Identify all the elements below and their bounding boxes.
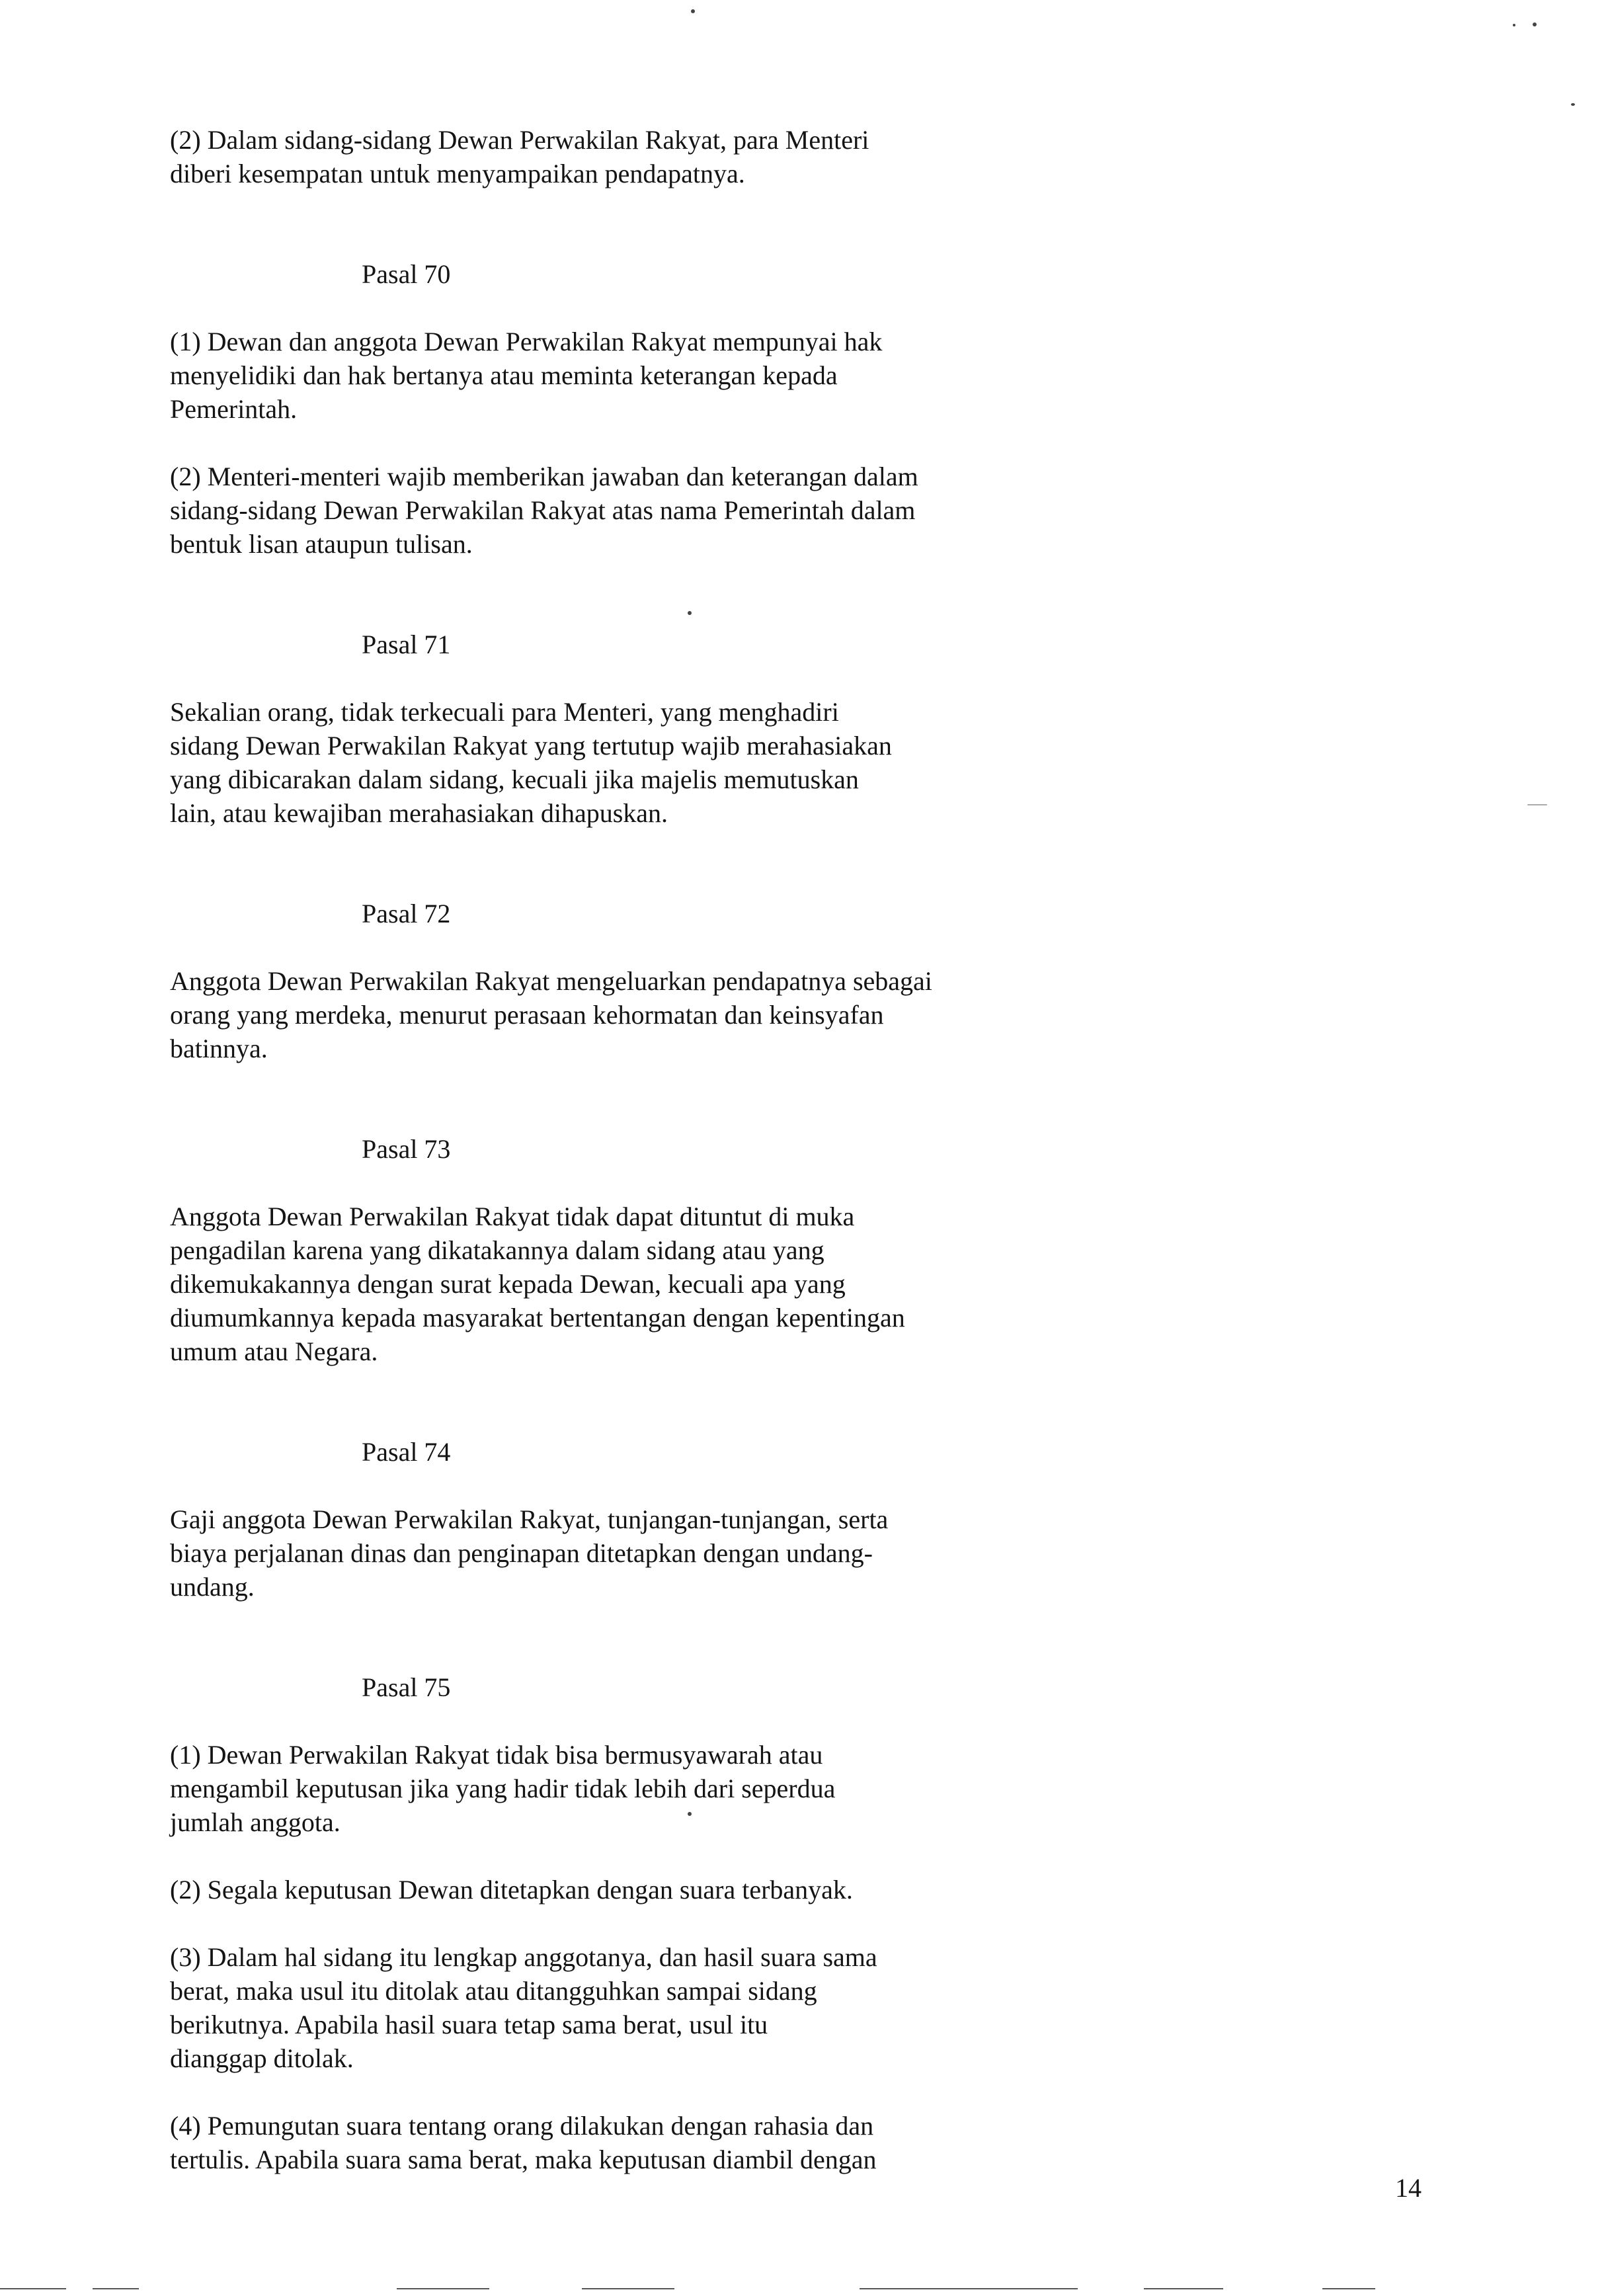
scan-speck [1527, 804, 1547, 805]
paragraph-pasal-75-ayat-1: (1) Dewan Perwakilan Rakyat tidak bisa bermusyawarah atau mengambil keputusan jika yang hadir tidak lebih dari seperdua jumlah anggota. [170, 1740, 836, 1837]
footer-rule [582, 2288, 674, 2289]
paragraph-pasal-75-ayat-2: (2) Segala keputusan Dewan ditetapkan dengan suara terbanyak. [170, 1875, 853, 1905]
page-number: 14 [1395, 2173, 1422, 2203]
scan-speck [688, 611, 692, 615]
paragraph-pasal-75-ayat-4: (4) Pemungutan suara tentang orang dilakukan dengan rahasia dan tertulis. Apabila suara sama berat, maka keputusan diambil dengan [170, 2111, 877, 2174]
heading-pasal-74: Pasal 74 [362, 1437, 451, 1467]
document-body [170, 123, 977, 2176]
footer-rule [860, 2288, 1078, 2289]
footer-rule [93, 2288, 139, 2289]
footer-rule [1144, 2288, 1223, 2289]
scan-speck [688, 1812, 692, 1816]
footer-rule [0, 2288, 66, 2289]
footer-rule [397, 2288, 489, 2289]
paragraph-pasal-72: Anggota Dewan Perwakilan Rakyat mengeluarkan pendapatnya sebagai orang yang merdeka, menurut perasaan kehormatan dan keinsyafan batinnya. [170, 966, 932, 1063]
scan-speck [1513, 24, 1515, 26]
footer-rule [1322, 2288, 1375, 2289]
heading-pasal-71: Pasal 71 [362, 630, 451, 659]
heading-pasal-72: Pasal 72 [362, 899, 451, 928]
heading-pasal-75: Pasal 75 [362, 1672, 451, 1702]
paragraph-pasal-75-ayat-3: (3) Dalam hal sidang itu lengkap anggotanya, dan hasil suara sama berat, maka usul itu ditolak atau ditangguhkan sampai sidang berikutnya. Apabila hasil suara tetap sama berat, usul itu dianggap ditolak. [170, 1942, 877, 2073]
heading-pasal-70: Pasal 70 [362, 259, 451, 289]
paragraph-pasal-70-ayat-2: (2) Menteri-menteri wajib memberikan jawaban dan keterangan dalam sidang-sidang Dewan Perwakilan Rakyat atas nama Pemerintah dalam bentuk lisan ataupun tulisan. [170, 462, 918, 559]
paragraph-pasal-70-ayat-1: (1) Dewan dan anggota Dewan Perwakilan Rakyat mempunyai hak menyelidiki dan hak bertanya atau meminta keterangan kepada Pemerintah. [170, 327, 883, 424]
paragraph-pasal-69-ayat-2: (2) Dalam sidang-sidang Dewan Perwakilan Rakyat, para Menteri diberi kesempatan untuk menyampaikan pendapatnya. [170, 125, 869, 188]
heading-pasal-73: Pasal 73 [362, 1134, 451, 1164]
scan-speck [1571, 103, 1575, 106]
paragraph-pasal-71: Sekalian orang, tidak terkecuali para Menteri, yang menghadiri sidang Dewan Perwakilan Rakyat yang tertutup wajib merahasiakan yang dibicarakan dalam sidang, kecuali jika majelis memutuskan lain, atau kewajiban merahasiakan dihapuskan. [170, 697, 892, 828]
scan-speck [691, 9, 695, 13]
scan-speck [1533, 22, 1537, 26]
paragraph-pasal-73: Anggota Dewan Perwakilan Rakyat tidak dapat dituntut di muka pengadilan karena yang dikatakannya dalam sidang atau yang dikemukakannya dengan surat kepada Dewan, kecuali apa yang diumumkannya kepada masyarakat bertentangan dengan kepentingan umum atau Negara. [170, 1202, 905, 1366]
paragraph-pasal-74: Gaji anggota Dewan Perwakilan Rakyat, tunjangan-tunjangan, serta biaya perjalanan dinas dan penginapan ditetapkan dengan undang- undang. [170, 1504, 889, 1602]
